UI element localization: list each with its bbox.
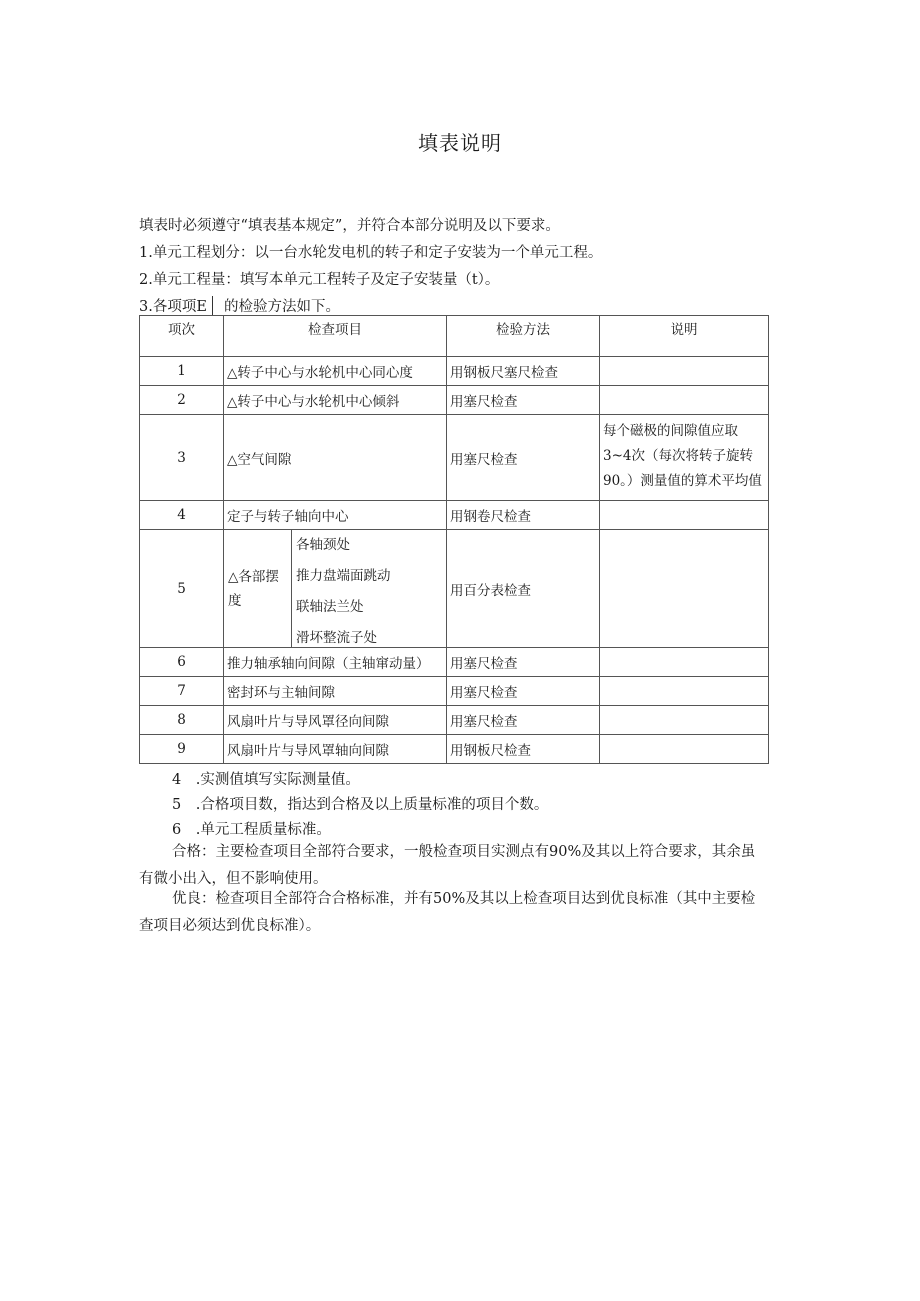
table-row — [140, 677, 769, 706]
item-6: 6 .单元工程质量标准。 — [172, 822, 331, 838]
row-note — [600, 501, 769, 530]
table-row — [140, 530, 769, 648]
table-row — [140, 648, 769, 677]
row-method: 用钢卷尺检查 — [447, 501, 600, 530]
item-1: 1.单元工程划分：以一台水轮发电机的转子和定子安装为一个单元工程。 — [139, 245, 603, 261]
row-note — [600, 530, 769, 648]
row-no: 1 — [140, 357, 224, 386]
table-row — [140, 357, 769, 386]
row-no: 2 — [140, 386, 224, 415]
row-method: 用钢板尺塞尺检查 — [447, 357, 600, 386]
row-item: 密封环与主轴间隙 — [224, 677, 447, 706]
swing-sub-list — [292, 530, 446, 646]
header-method: 检验方法 — [447, 316, 600, 357]
row-method: 用塞尺检查 — [447, 677, 600, 706]
page-title: 填表说明 — [418, 131, 502, 155]
pass-standard: 合格：主要检查项目全部符合要求，一般检查项目实测点有90%及其以上符合要求，其余虽有微小出入，但不影响使用。 — [139, 844, 756, 887]
table-row — [140, 386, 769, 415]
row-note — [600, 677, 769, 706]
row-method: 用塞尺检查 — [447, 386, 600, 415]
excellent-standard: 优良：检查项目全部符合合格标准，并有50%及其以上检查项目达到优良标准（其中主要检查项目必须达到优良标准）。 — [139, 891, 756, 934]
item-5: 5 .合格项目数，指达到合格及以上质量标准的项目个数。 — [172, 797, 549, 813]
row-item: △转子中心与水轮机中心同心度 — [224, 357, 447, 386]
row-method: 用塞尺检查 — [447, 706, 600, 735]
row-item: △转子中心与水轮机中心倾斜 — [224, 386, 447, 415]
row-item — [224, 530, 447, 648]
table-row — [140, 415, 769, 501]
row-no: 4 — [140, 501, 224, 530]
row-no: 5 — [140, 530, 224, 648]
row-item: 推力轴承轴向间隙（主轴窜动量） — [224, 648, 447, 677]
item-3-prefix: 3.各项项E — [139, 299, 207, 315]
header-no: 项次 — [140, 316, 224, 357]
item-4: 4 .实测值填写实际测量值。 — [172, 772, 360, 788]
inspection-table — [139, 315, 769, 764]
swing-sub-item: 推力盘端面跳动 — [296, 568, 391, 584]
swing-sub-item: 各轴颈处 — [296, 537, 350, 553]
row-no: 3 — [140, 415, 224, 501]
row-no: 7 — [140, 677, 224, 706]
row-note — [600, 735, 769, 764]
row-item: 风扇叶片与导风罩径向间隙 — [224, 706, 447, 735]
row-method: 用塞尺检查 — [447, 415, 600, 501]
row-note — [600, 386, 769, 415]
item-3-suffix: 的检验方法如下。 — [224, 299, 340, 315]
swing-sub-item: 联轴法兰处 — [296, 599, 364, 615]
header-note: 说明 — [600, 316, 769, 357]
header-item: 检查项目 — [224, 316, 447, 357]
item-2: 2.单元工程量：填写本单元工程转子及定子安装量（t）。 — [139, 272, 500, 288]
row-note — [600, 648, 769, 677]
row-note — [600, 415, 769, 501]
table-row — [140, 501, 769, 530]
swing-sub-item: 滑坏整流子处 — [296, 630, 377, 646]
row-no: 6 — [140, 648, 224, 677]
row-item: 风扇叶片与导风罩轴向间隙 — [224, 735, 447, 764]
swing-label: △各部摆度 — [226, 530, 292, 647]
row-item: 定子与转子轴向中心 — [224, 501, 447, 530]
table-row — [140, 735, 769, 764]
row-method: 用百分表检查 — [447, 530, 600, 648]
divider — [212, 296, 213, 316]
note-text: 每个磁极的间隙值应取3~4次（每次将转子旋转90。）测量值的算术平均值 — [603, 423, 762, 489]
row-item: △空气间隙 — [224, 415, 447, 501]
row-note — [600, 706, 769, 735]
row-method: 用塞尺检查 — [447, 648, 600, 677]
intro-text: 填表时必须遵守“填表基本规定”，并符合本部分说明及以下要求。 — [139, 218, 560, 234]
row-note — [600, 357, 769, 386]
row-method: 用钢板尺检查 — [447, 735, 600, 764]
row-no: 9 — [140, 735, 224, 764]
row-no: 8 — [140, 706, 224, 735]
table-row — [140, 706, 769, 735]
table-header-row — [140, 316, 769, 357]
